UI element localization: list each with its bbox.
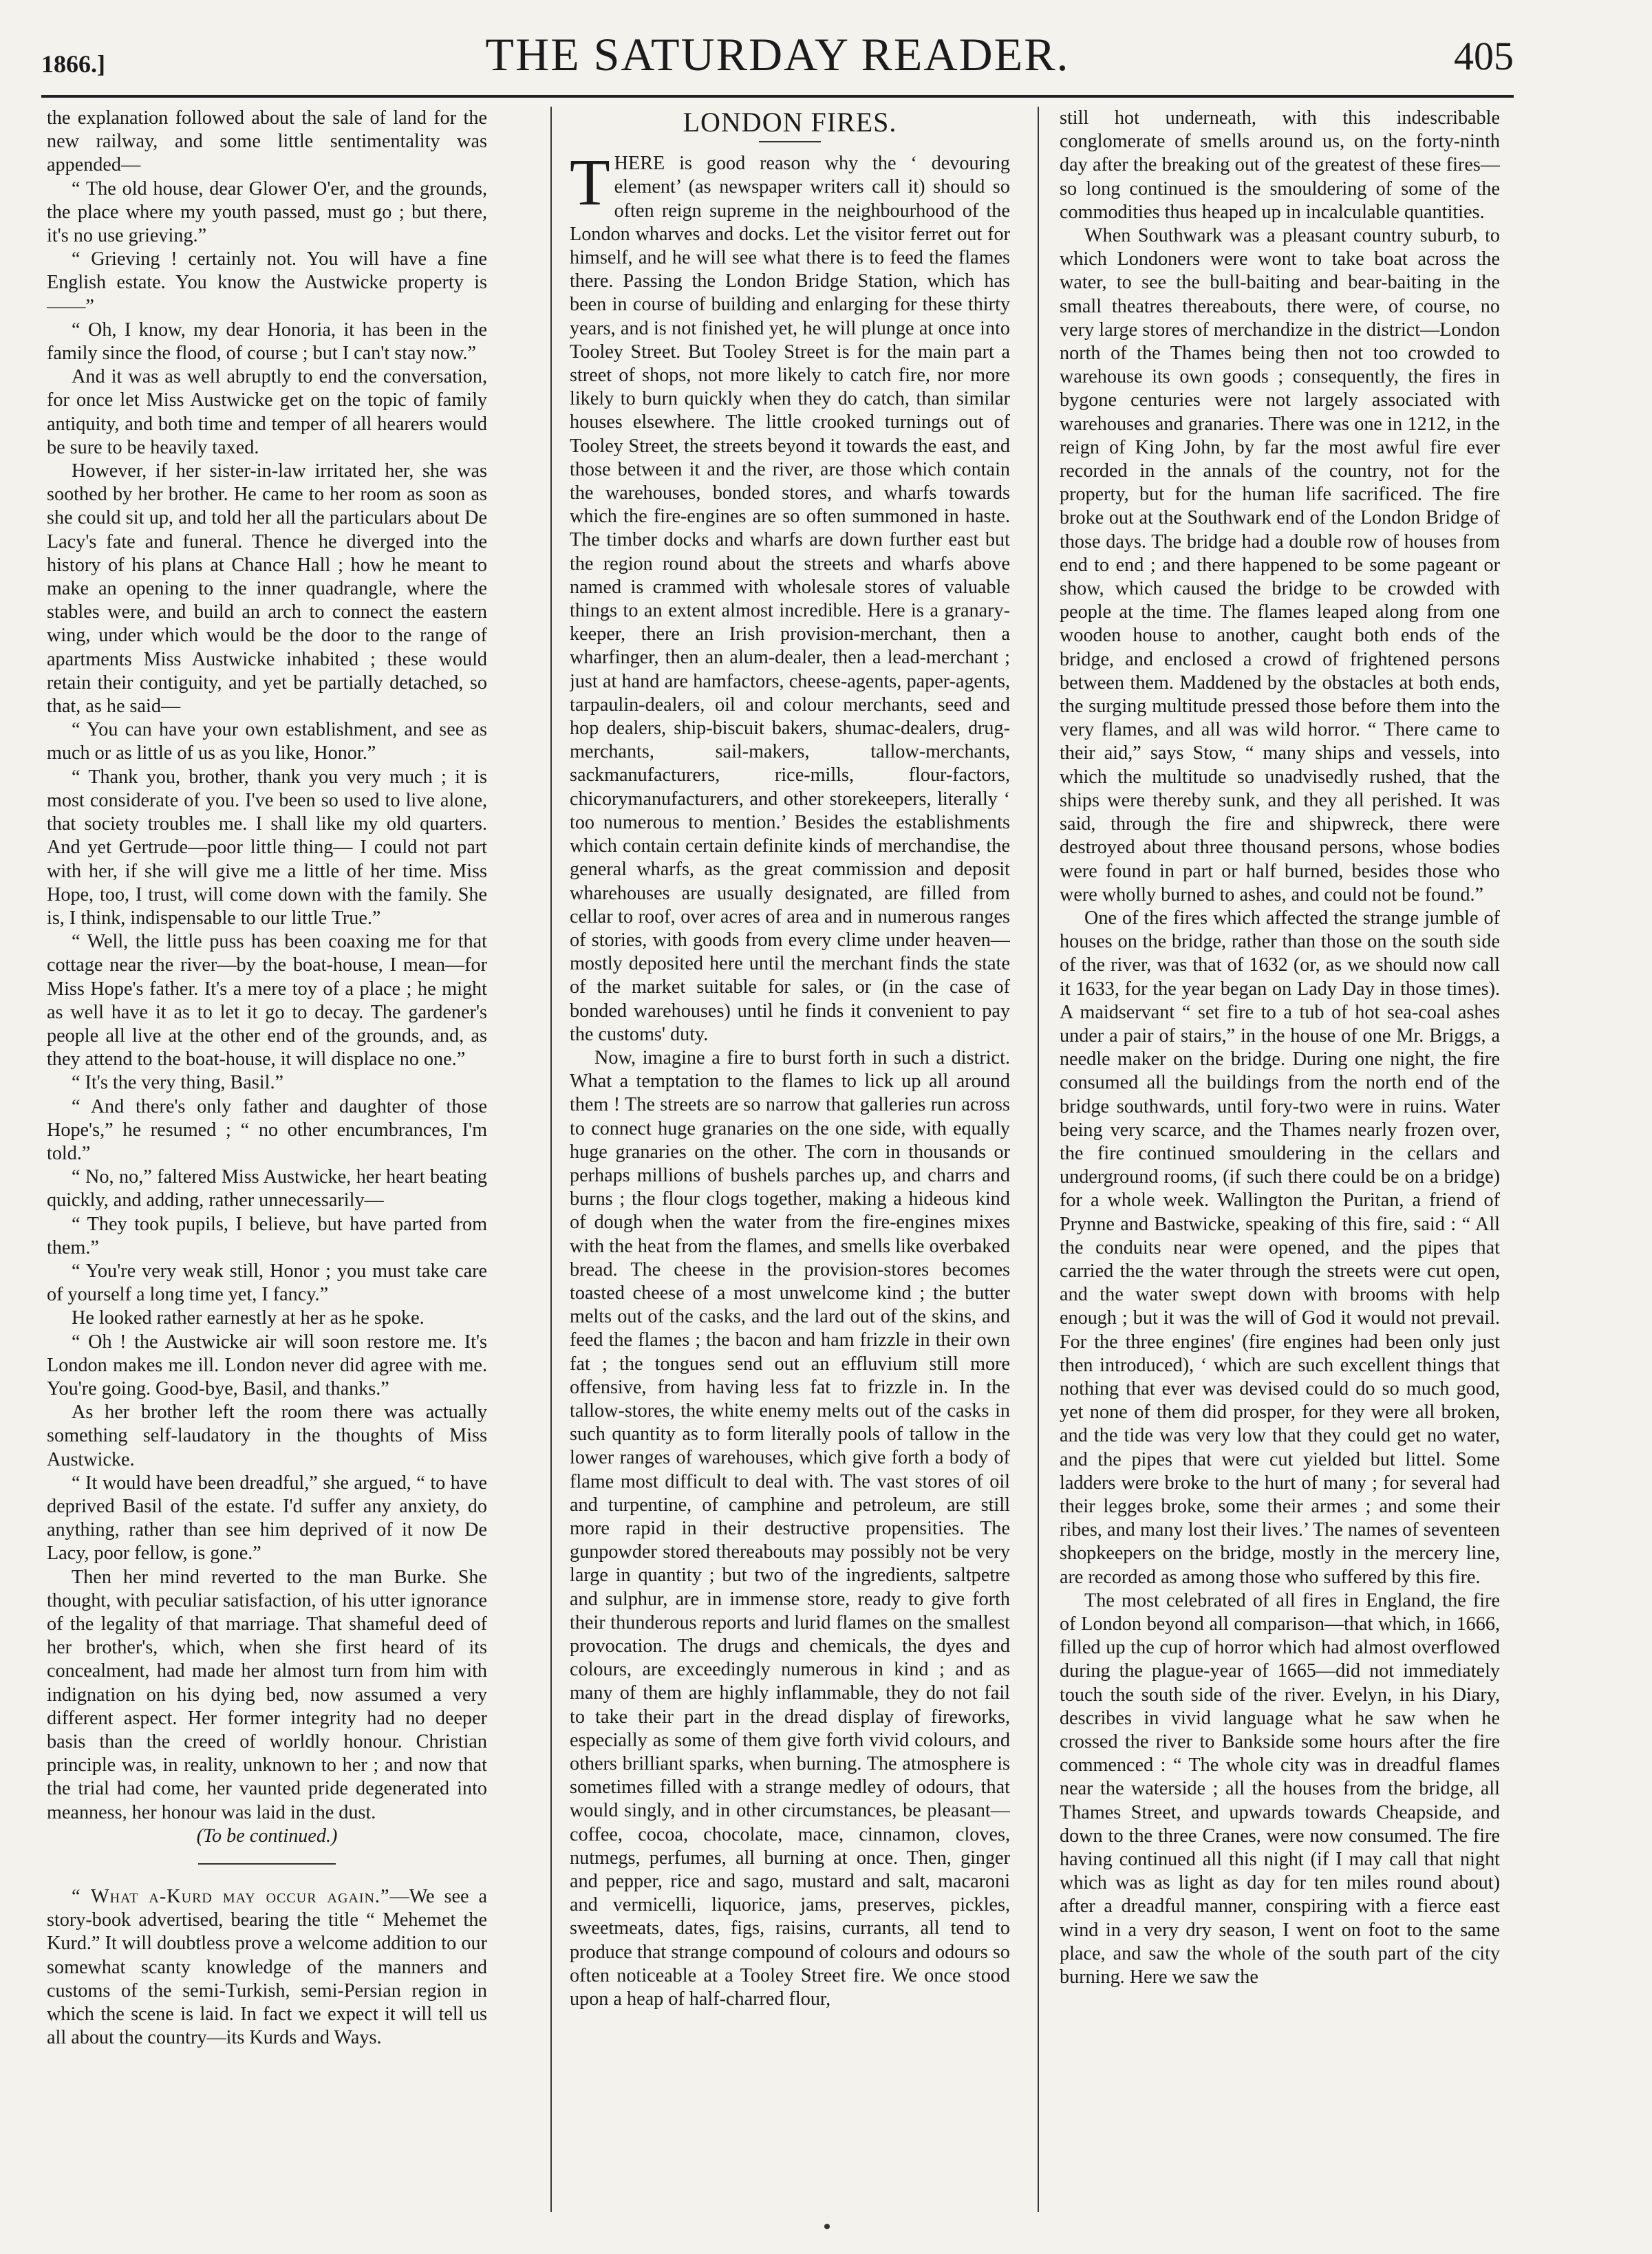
note-paragraph xyxy=(47,1885,487,2050)
column-3 xyxy=(1060,107,1500,2212)
column-divider-2 xyxy=(1038,107,1039,2212)
paragraph: “ No, no,” faltered Miss Austwicke, her heart beating quickly, and adding, rather unnecessarily— xyxy=(47,1166,487,1212)
paragraph: “ Oh, I know, my dear Honoria, it has been in the family since the flood, of course ; but I can't stay now.” xyxy=(47,319,487,365)
paragraph: As her brother left the room there was actually something self-laudatory in the thoughts of Miss Austwicke. xyxy=(47,1402,487,1470)
publication-title: THE SATURDAY READER. xyxy=(485,28,1070,80)
paragraph: When Southwark was a pleasant country suburb, to which Londoners were wont to take boat across the water, to see the bull-baiting and bear-baiting in the small theatres thereabouts, there were, of course, no very large stores of merchandize in the district—London north of the Thames being then not too crowded to warehouse its own goods ; consequently, the fires in bygone centuries were not largely associated with warehouses and granaries. There was one in 1212, in the reign of King John, by far the most awful fire ever recorded in the annals of the country, not for the property, but for the human life sacrificed. The fire broke out at the Southwark end of the London Bridge of those days. The bridge had a double row of houses from end to end ; and there happened to be some pageant or show, which caused the bridge to be crowded with people at the time. The flames leaped along from one wooden house to another, caught both ends of the bridge, and enclosed a crowd of frightened persons between them. Maddened by the obstacles at both ends, the surging multitude pressed those before them into the very flames, and all was wild horror. “ There came to their aid,” says Stow, “ many ships and vessels, into which the multitude so unadvisedly rushed, that the ships were thereby sunk, and they all perished. It was said, through the fire and shipwreck, there were destroyed about three thousand persons, whose bodies were found in part or half burned, besides those who were wholly burned to ashes, and could not be found.” xyxy=(1060,225,1500,905)
paragraph: The most celebrated of all fires in England, the fire of London beyond all comparison—that which, in 1666, filled up the cup of horror which had almost overflowed during the plague-year of 1665—did not immediately touch the south side of the river. Evelyn, in his Diary, describes in vivid language what he saw when he crossed the river to Bankside some hours after the fire commenced : “ The whole city was in dreadful flames near the waterside ; all the houses from the bridge, all Thames Street, and upwards towards Cheapside, and down to the three Cranes, were now consumed. The fire having continued all this night (if I may call that night which was as light as day for ten miles round about) after a dreadful manner, conspiring with a fierce east wind in a very dry season, I went on foot to the same place, and saw the whole of the south part of the city burning. Here we saw the xyxy=(1060,1589,1500,1988)
column-2 xyxy=(570,107,1010,2212)
section-divider xyxy=(198,1863,336,1865)
article-title: LONDON FIRES. xyxy=(683,107,897,138)
first-paragraph-text: HERE is good reason why the ‘ devouring element’ (as newspaper writers call it) should so often reign supreme in the neighbourhood of the London wharves and docks. Let the visitor ferret out for himself, and he will see what there is to feed the flames there. Passing the London Bridge Station, which has been in course of building and enlarging for these thirty years, and is not finished yet, he will plunge at once into Tooley Street. But Tooley Street is for the main part a street of shops, not more likely to catch fire, nor more likely to burn quickly when they do catch, than similar houses elsewhere. The little crooked turnings out of Tooley Street, the streets beyond it towards the east, and those between it and the river, are those which contain the warehouses, bonded stores, and wharfs towards which the fire-engines are so often summoned in haste. The timber docks and wharfs are down further east but the region round about the streets and wharfs above named is crammed with wholesale stores of valuable things to an extent almost incredible. Here is a granary-keeper, there an Irish provision-merchant, then a wharfinger, then an alum-dealer, then a lead-merchant ; just at hand are hamfactors, cheese-agents, paper-agents, tarpaulin-dealers, oil and colour merchants, seed and hop dealers, ship-biscuit bakers, shumac-dealers, drug-merchants, sail-makers, tallow-merchants, sackmanufacturers, rice-mills, flour-factors, chicorymanufacturers, and other storekeepers, literally ‘ too numerous to mention.’ Besides the establishments which contain certain definite kinds of merchandise, the general wharfs, as the great commission and deposit wharehouses are usually designated, are filled from cellar to roof, over acres of area and in numerous ranges of stories, with goods from every clime under heaven—mostly deposited here until the merchant finds the state of the market suitable for sales, or (in the case of bonded warehouses) until he finds it convenient to pay the customs' duty. xyxy=(570,153,1010,1045)
first-paragraph xyxy=(570,145,1010,1046)
paragraph: And it was as well abruptly to end the conversation, for once let Miss Austwicke get on the topic of family antiquity, and both time and temper of all hearers would be sure to be heavily taxed. xyxy=(47,366,487,458)
paragraph: “ You're very weak still, Honor ; you must take care of yourself a long time yet, I fancy.” xyxy=(47,1260,487,1306)
paragraph: Then her mind reverted to the man Burke. She thought, with peculiar satisfaction, of his utter ignorance of the legality of that marriage. That shameful deed of her brother's, which, when she first heard of its concealment, had made her almost turn from him with indignation on his dying bed, now assumed a very different aspect. Her former integrity had no deeper basis than the creed of worldly honour. Christian principle was, in reality, unknown to her ; and now that the trial had come, her vaunted pride degenerated into meanness, her honour was laid in the dust. xyxy=(47,1566,487,1823)
note-caption: “ What a-Kurd may occur again.” xyxy=(72,1886,390,1908)
page-bottom-mark xyxy=(824,2224,830,2229)
header-rule xyxy=(41,95,1514,98)
paragraph: “ Oh ! the Austwicke air will soon restore me. It's London makes me ill. London never did agree with me. You're going. Good-bye, Basil, and thanks.” xyxy=(47,1331,487,1399)
paragraph: still hot underneath, with this indescribable conglomerate of smells around us, on the forty-ninth day after the breaking out of the greatest of these fires—so long continued is the smouldering of some of the commodities thus heaped up in incalculable quantities. xyxy=(1060,107,1500,223)
note-text: —We see a story-book advertised, bearing the title “ Mehemet the Kurd.” It will doubtless prove a welcome addition to our somewhat scanty knowledge of the manners and customs of the semi-Turkish, semi-Persian region in which the scene is laid. In fact we expect it will tell us all about the country—its Kurds and Ways. xyxy=(47,1886,487,2049)
paragraph: “ And there's only father and daughter of those Hope's,” he resumed ; “ no other encumbrances, I'm told.” xyxy=(47,1095,487,1164)
column-1 xyxy=(47,107,487,2212)
paragraph: “ It would have been dreadful,” she argued, “ to have deprived Basil of the estate. I'd suffer any anxiety, do anything, rather than see him deprived of it now De Lacy, poor fellow, is gone.” xyxy=(47,1472,487,1565)
page-header xyxy=(41,28,1514,89)
paragraph: “ The old house, dear Glower O'er, and the grounds, the place where my youth passed, must go ; but there, it's no use grieving.” xyxy=(47,178,487,247)
drop-cap: T xyxy=(570,145,610,219)
paragraph: “ Thank you, brother, thank you very much ; it is most considerate of you. I've been so used to live alone, that society troubles me. I shall like my old quarters. And yet Gertrude—poor little thing— I could not part with her, if she will give me a little of her time. Miss Hope, too, I trust, will come down with the family. She is, I think, indispensable to our little True.” xyxy=(47,766,487,929)
paragraph: Now, imagine a fire to burst forth in such a district. What a temptation to the flames to lick up all around them ! The streets are so narrow that galleries run across to connect huge granaries on the one side, with equally huge granaries on the other. The corn in thousands or perhaps millions of bushels parches up, and charrs and burns ; the flour clogs together, making a hideous kind of dough when the water from the fire-engines mixes with the heat from the flames, and smells like overbaked bread. The cheese in the provision-stores becomes toasted cheese of a most unwelcome kind ; the butter melts out of the casks, and the lard out of the skins, and feed the flames ; the bacon and ham frizzle in their own fat ; the tongues send out an effluvium still more offensive, from having less fat to frizzle in. In the tallow-stores, the white enemy melts out of the casks in such quantity as to form literally pools of tallow in the lower ranges of warehouses, which give forth a body of flame most difficult to deal with. The vast stores of oil and turpentine, of camphine and petroleum, are still more rapid in their destructive propensities. The gunpowder stored thereabouts may possibly not be very large in quantity ; but two of the ingredients, saltpetre and sulphur, are in immense store, ready to give forth their thunderous reports and lurid flames on the smallest provocation. The drugs and chemicals, the dyes and colours, are exceedingly numerous in kind ; and as many of them are highly inflammable, they do not fail to take their part in the dread display of fireworks, especially as some of them give forth vivid colours, and others brilliant sparks, when burning. The atmosphere is sometimes filled with a strange medley of odours, that would singly, and in other circumstances, be pleasant—coffee, cocoa, chocolate, mace, cinnamon, cloves, nutmegs, perfumes, all burning at once. Then, ginger and pepper, rice and sago, mustard and salt, macaroni and vermicelli, liquorice, jams, preserves, pickles, sweetmeats, dates, figs, raisins, currants, all tend to produce that strange compound of colours and odours so often noticeable at a Tooley Street fire. We once stood upon a heap of half-charred flour, xyxy=(570,1046,1010,2010)
to-be-continued: (To be continued.) xyxy=(196,1825,338,1847)
page-number: 405 xyxy=(1454,34,1514,78)
header-date: 1866.] xyxy=(41,50,105,78)
paragraph: One of the fires which affected the strange jumble of houses on the bridge, rather than those on the south side of the river, was that of 1632 (or, as we should now call it 1633, for the year began on Lady Day in those times). A maidservant “ set fire to a tub of hot sea-coal ashes under a pair of stairs,” in the house of one Mr. Briggs, a needle maker on the bridge. During one night, the fire consumed all the buildings from the north end of the bridge southwards, until fory-two were in ruins. Water being very scarce, and the Thames nearly frozen over, the fire continued smouldering in the cellars and underground rooms, (if such there could be on a bridge) for a whole week. Wallington the Puritan, a friend of Prynne and Bastwicke, speaking of this fire, said : “ All the conduits near were opened, and the pipes that carried the the water through the streets were cut open, and the water swept down with brooms with help enough ; but it was the will of God it would not prevail. For the three engines' (fire engines had been only just then introduced), ‘ which are such excellent things that nothing that ever was devised could do so much good, yet none of them did prosper, for they were all broken, and the tide was very low that they could get no water, and the pipes that were cut yielded but littel. Some ladders were broke to the hurt of many ; for several had their legges broke, some their armes ; and some their ribes, and many lost their lives.’ The names of seventeen shopkeepers on the bridge, mostly in the mercery line, are recorded as among those who suffered by this fire. xyxy=(1060,907,1500,1588)
paragraph: “ They took pupils, I believe, but have parted from them.” xyxy=(47,1213,487,1258)
paragraph: However, if her sister-in-law irritated her, she was soothed by her brother. He came to her room as soon as she could sit up, and told her all the particulars about De Lacy's fate and funeral. Thence he diverged into the history of his plans at Chance Hall ; how he meant to make an opening to the inner quadrangle, where the stables were, and build an arch to connect the eastern wing, under which would be the door to the range of apartments Miss Austwicke inhabited ; these would retain their contiguity, and yet be partially detached, so that, as he said— xyxy=(47,460,487,718)
paragraph: “ Grieving ! certainly not. You will have a fine English estate. You know the Austwicke property is——” xyxy=(47,248,487,317)
paragraph: the explanation followed about the sale of land for the new railway, and some little sentimentality was appended— xyxy=(47,107,487,176)
paragraph: He looked rather earnestly at her as he spoke. xyxy=(72,1307,425,1329)
paragraph: “ It's the very thing, Basil.” xyxy=(72,1072,284,1094)
title-rule xyxy=(759,141,821,142)
paragraph: “ Well, the little puss has been coaxing me for that cottage near the river—by the boat-house, I mean—for Miss Hope's father. It's a mere toy of a place ; he might as well have it as to let it go to decay. The gardener's people all live at the other end of the grounds, and, as they attend to the boat-house, it will displace no one.” xyxy=(47,931,487,1071)
column-divider-1 xyxy=(550,107,552,2212)
paragraph: “ You can have your own establishment, and see as much or as little of us as you like, Honor.” xyxy=(47,719,487,764)
